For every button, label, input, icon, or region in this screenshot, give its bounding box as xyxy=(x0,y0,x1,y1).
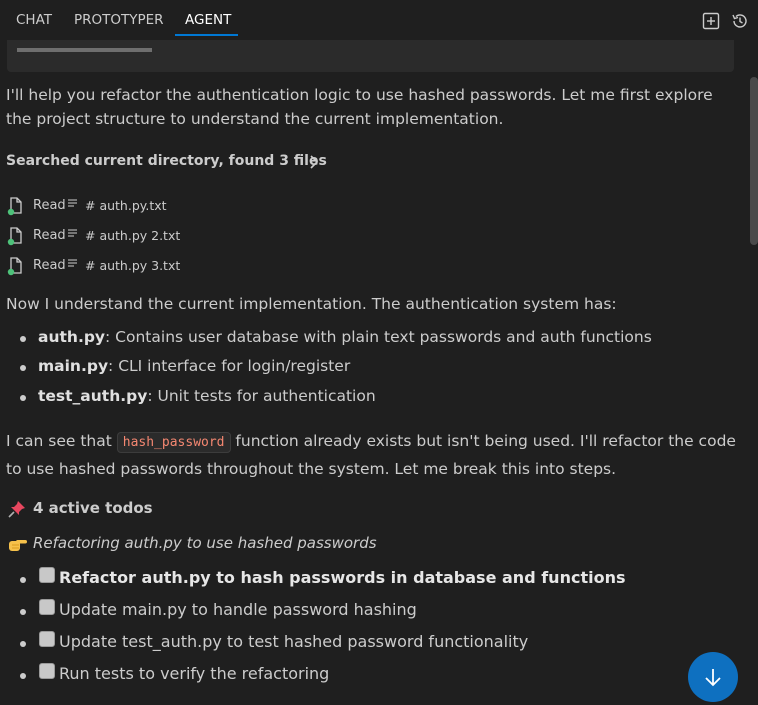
read-label: Read xyxy=(33,198,66,213)
bullet-dot xyxy=(20,336,26,342)
file-icon xyxy=(6,226,26,246)
bullet-dot xyxy=(20,365,26,371)
component-name: main.py xyxy=(38,357,109,375)
previous-message-remnant xyxy=(17,48,152,52)
plan-text-after: function already exists but isn't being used. I'll refactor the code to use hashed passwords throughout the system. Let me break this into steps. xyxy=(6,432,736,478)
bullet-dot xyxy=(20,395,26,401)
read-label: Read xyxy=(33,228,66,243)
bullet-dot xyxy=(20,673,26,679)
todo-label: Update main.py to handle password hashing xyxy=(59,600,417,619)
component-name: auth.py xyxy=(38,328,106,346)
todo-label: Run tests to verify the refactoring xyxy=(59,664,330,683)
tab-agent[interactable]: AGENT xyxy=(185,12,232,28)
todo-checkbox[interactable] xyxy=(39,631,55,647)
todo-checkbox[interactable] xyxy=(39,599,55,615)
component-desc: : CLI interface for login/register xyxy=(108,357,351,375)
arrow-down-icon xyxy=(703,666,723,688)
todo-checkbox[interactable] xyxy=(39,663,55,679)
active-tab-indicator xyxy=(175,34,238,36)
read-file-row[interactable] xyxy=(6,256,206,276)
todo-label: Refactor auth.py to hash passwords in database and functions xyxy=(59,568,626,587)
pointing-hand-icon xyxy=(8,535,28,553)
component-desc: : Unit tests for authentication xyxy=(147,387,376,405)
inline-code: hash_password xyxy=(117,432,231,453)
file-icon xyxy=(6,256,26,276)
file-name: # auth.py.txt xyxy=(85,198,167,213)
intro-message: I'll help you refactor the authentication logic to use hashed passwords. Let me first explore the project structure to understand the current implementation. xyxy=(6,86,713,128)
text-lines-icon xyxy=(68,228,78,240)
new-chat-icon[interactable] xyxy=(702,12,720,30)
file-icon xyxy=(6,196,26,216)
scrollbar[interactable] xyxy=(750,40,758,705)
bullet-dot xyxy=(20,641,26,647)
pushpin-icon xyxy=(8,500,26,518)
scroll-to-bottom-button[interactable] xyxy=(688,652,738,702)
component-name: test_auth.py xyxy=(38,387,148,405)
plan-message xyxy=(6,428,736,483)
todo-checkbox[interactable] xyxy=(39,567,55,583)
chevron-right-icon[interactable] xyxy=(308,154,320,170)
plan-text-before: I can see that xyxy=(6,432,117,450)
text-lines-icon xyxy=(68,258,78,270)
understanding-message: Now I understand the current implementation. The authentication system has: xyxy=(6,295,617,313)
text-lines-icon xyxy=(68,198,78,210)
bullet-dot xyxy=(20,577,26,583)
file-name: # auth.py 3.txt xyxy=(85,258,181,273)
read-label: Read xyxy=(33,258,66,273)
file-name: # auth.py 2.txt xyxy=(85,228,181,243)
tab-bar xyxy=(0,0,758,40)
tab-prototyper[interactable]: PROTOTYPER xyxy=(74,12,164,28)
todos-header[interactable]: 4 active todos xyxy=(33,499,153,517)
todo-label: Update test_auth.py to test hashed password functionality xyxy=(59,632,529,651)
component-desc: : Contains user database with plain text passwords and auth functions xyxy=(105,328,652,346)
current-todo: Refactoring auth.py to use hashed passwords xyxy=(33,534,377,552)
previous-message-card xyxy=(7,40,734,72)
bullet-dot xyxy=(20,609,26,615)
scrollbar-thumb[interactable] xyxy=(750,77,758,245)
search-summary[interactable]: Searched current directory, found 3 files xyxy=(6,153,327,169)
tab-chat[interactable]: CHAT xyxy=(16,12,53,28)
read-file-row[interactable] xyxy=(6,196,206,216)
history-icon[interactable] xyxy=(731,12,749,30)
read-file-row[interactable] xyxy=(6,226,206,246)
